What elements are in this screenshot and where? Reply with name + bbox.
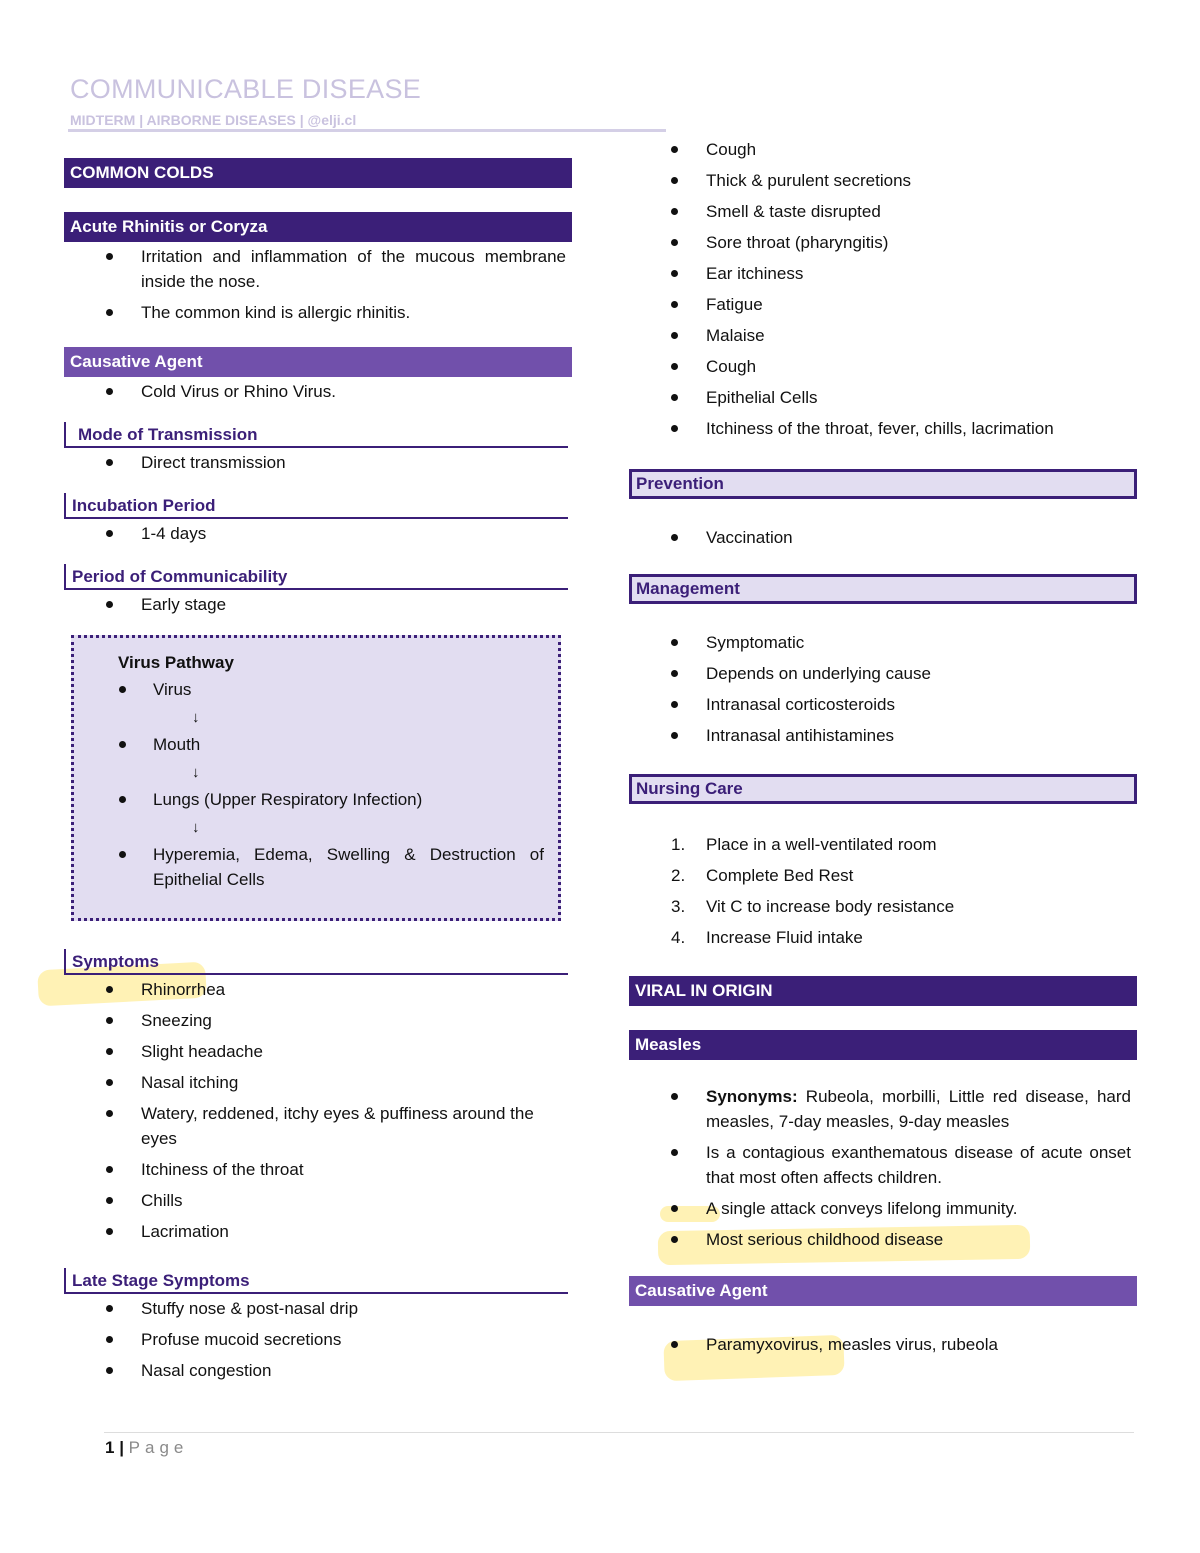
virus-pathway-box bbox=[71, 635, 561, 921]
bullet-icon bbox=[106, 1197, 113, 1204]
list-item: Paramyxovirus, measles virus, rubeola bbox=[629, 1330, 1137, 1361]
heading-nursing-care: Nursing Care bbox=[629, 774, 1137, 804]
bullet-icon bbox=[119, 851, 126, 858]
bullet-icon bbox=[671, 301, 678, 308]
list-item: Vaccination bbox=[629, 523, 1137, 554]
heading-measles: Measles bbox=[629, 1030, 1137, 1060]
heading-acute-rhinitis: Acute Rhinitis or Coryza bbox=[64, 212, 572, 242]
list-item: A single attack conveys lifelong immunity. bbox=[629, 1194, 1137, 1225]
list-item: Sneezing bbox=[64, 1006, 572, 1037]
list-item: Fatigue bbox=[629, 290, 1137, 321]
bullet-icon bbox=[106, 309, 113, 316]
footer-rule bbox=[104, 1432, 1134, 1433]
list-item: Itchiness of the throat, fever, chills, lacrimation bbox=[629, 414, 1137, 445]
left-column bbox=[64, 158, 572, 1387]
page-number: 1 bbox=[105, 1438, 115, 1457]
list-item: 1-4 days bbox=[64, 519, 572, 550]
list-item: Smell & taste disrupted bbox=[629, 197, 1137, 228]
list-item: Rhinorrhea bbox=[64, 975, 572, 1006]
down-arrow-icon: ↓ bbox=[192, 709, 200, 726]
list-item: 3. Vit C to increase body resistance bbox=[671, 897, 955, 916]
bullet-icon bbox=[106, 1367, 113, 1374]
symptoms-list bbox=[64, 975, 572, 1248]
right-column bbox=[629, 135, 1137, 1361]
bullet-icon bbox=[671, 208, 678, 215]
bullet-icon bbox=[119, 686, 126, 693]
list-item: Early stage bbox=[64, 590, 572, 621]
bullet-icon bbox=[671, 1236, 678, 1243]
heading-mode-of-transmission: Mode of Transmission bbox=[64, 422, 568, 448]
list-item: Depends on underlying cause bbox=[629, 659, 1137, 690]
list-item: The common kind is allergic rhinitis. bbox=[64, 298, 572, 329]
list-item: Intranasal antihistamines bbox=[629, 721, 1137, 752]
transmission-list bbox=[64, 448, 572, 479]
nursing-care-list bbox=[629, 830, 1137, 954]
list-item: Symptomatic bbox=[629, 628, 1137, 659]
bullet-icon bbox=[106, 1166, 113, 1173]
list-item: Cough bbox=[629, 352, 1137, 383]
list-item: 1. Place in a well-ventilated room bbox=[671, 835, 937, 854]
list-item: Direct transmission bbox=[64, 448, 572, 479]
bullet-icon bbox=[671, 670, 678, 677]
heading-prevention: Prevention bbox=[629, 469, 1137, 499]
bullet-icon bbox=[106, 459, 113, 466]
bullet-icon bbox=[671, 332, 678, 339]
virus-pathway-title: Virus Pathway bbox=[118, 653, 234, 672]
bullet-icon bbox=[119, 796, 126, 803]
title-rule bbox=[68, 129, 666, 132]
bullet-icon bbox=[671, 363, 678, 370]
pathway-list bbox=[74, 675, 550, 896]
bullet-icon bbox=[671, 1341, 678, 1348]
communicability-list bbox=[64, 590, 572, 621]
bullet-icon bbox=[106, 530, 113, 537]
bullet-icon bbox=[671, 425, 678, 432]
list-item: Is a contagious exanthematous disease of acute onset that most often affects children. bbox=[629, 1138, 1137, 1194]
down-arrow-icon: ↓ bbox=[192, 819, 200, 836]
heading-causative-agent: Causative Agent bbox=[64, 347, 572, 377]
list-item: Itchiness of the throat bbox=[64, 1155, 572, 1186]
list-item: Lacrimation bbox=[64, 1217, 572, 1248]
pathway-step: Hyperemia, Edema, Swelling & Destruction of Epithelial Cells bbox=[74, 840, 550, 896]
heading-late-stage-symptoms: Late Stage Symptoms bbox=[64, 1268, 568, 1294]
rhinitis-list bbox=[64, 242, 572, 329]
list-item: Profuse mucoid secretions bbox=[64, 1325, 572, 1356]
bullet-icon bbox=[671, 1149, 678, 1156]
list-item: Most serious childhood disease bbox=[629, 1225, 1137, 1256]
list-item: Epithelial Cells bbox=[629, 383, 1137, 414]
bullet-icon bbox=[671, 534, 678, 541]
bullet-icon bbox=[106, 1048, 113, 1055]
bullet-icon bbox=[106, 253, 113, 260]
bullet-icon bbox=[106, 1110, 113, 1117]
list-item: Stuffy nose & post-nasal drip bbox=[64, 1294, 572, 1325]
bullet-icon bbox=[106, 1017, 113, 1024]
bullet-icon bbox=[106, 1228, 113, 1235]
bullet-icon bbox=[106, 1305, 113, 1312]
bullet-icon bbox=[671, 1093, 678, 1100]
bullet-icon bbox=[106, 1336, 113, 1343]
bullet-icon bbox=[106, 986, 113, 993]
list-item: Nasal itching bbox=[64, 1068, 572, 1099]
management-list bbox=[629, 628, 1137, 752]
heading-measles-causative-agent: Causative Agent bbox=[629, 1276, 1137, 1306]
bullet-icon bbox=[671, 239, 678, 246]
bullet-icon bbox=[671, 270, 678, 277]
causative-list bbox=[64, 377, 572, 408]
page-footer bbox=[105, 1438, 188, 1458]
list-item: Synonyms: Rubeola, morbilli, Little red disease, hard measles, 7-day measles, 9-day measles bbox=[629, 1082, 1137, 1138]
measles-causative-list bbox=[629, 1330, 1137, 1361]
list-item: Nasal congestion bbox=[64, 1356, 572, 1387]
list-item: Intranasal corticosteroids bbox=[629, 690, 1137, 721]
list-item: Ear itchiness bbox=[629, 259, 1137, 290]
list-item: Slight headache bbox=[64, 1037, 572, 1068]
heading-viral-in-origin: VIRAL IN ORIGIN bbox=[629, 976, 1137, 1006]
bullet-icon bbox=[106, 1079, 113, 1086]
list-item: Thick & purulent secretions bbox=[629, 166, 1137, 197]
heading-common-colds: COMMON COLDS bbox=[64, 158, 572, 188]
list-item: 4. Increase Fluid intake bbox=[671, 928, 863, 947]
bullet-icon bbox=[671, 639, 678, 646]
page-subtitle: MIDTERM | AIRBORNE DISEASES | @elji.cl bbox=[70, 112, 357, 128]
pathway-step: Mouth bbox=[74, 730, 550, 761]
incubation-list bbox=[64, 519, 572, 550]
bullet-icon bbox=[106, 601, 113, 608]
late-stage-continued-list bbox=[629, 135, 1137, 445]
list-item: Irritation and inflammation of the mucous membrane inside the nose. bbox=[64, 242, 572, 298]
bullet-icon bbox=[671, 177, 678, 184]
bullet-icon bbox=[671, 732, 678, 739]
heading-incubation-period: Incubation Period bbox=[64, 493, 568, 519]
list-item: 2. Complete Bed Rest bbox=[671, 866, 854, 885]
bullet-icon bbox=[671, 1205, 678, 1212]
prevention-list bbox=[629, 523, 1137, 554]
pathway-step: Virus bbox=[74, 675, 550, 706]
footer-separator: | bbox=[114, 1438, 129, 1457]
heading-symptoms: Symptoms bbox=[64, 949, 568, 975]
list-item: Malaise bbox=[629, 321, 1137, 352]
list-item: Cold Virus or Rhino Virus. bbox=[64, 377, 572, 408]
bullet-icon bbox=[671, 146, 678, 153]
page-title: COMMUNICABLE DISEASE bbox=[70, 74, 422, 104]
pathway-step: Lungs (Upper Respiratory Infection) bbox=[74, 785, 550, 816]
heading-period-of-communicability: Period of Communicability bbox=[64, 564, 568, 590]
bullet-icon bbox=[119, 741, 126, 748]
list-item: Watery, reddened, itchy eyes & puffiness around the eyes bbox=[64, 1099, 572, 1155]
bullet-icon bbox=[671, 701, 678, 708]
bullet-icon bbox=[671, 394, 678, 401]
page-word: Page bbox=[128, 1438, 189, 1457]
late-stage-list bbox=[64, 1294, 572, 1387]
heading-management: Management bbox=[629, 574, 1137, 604]
list-item: Sore throat (pharyngitis) bbox=[629, 228, 1137, 259]
list-item: Chills bbox=[64, 1186, 572, 1217]
measles-list bbox=[629, 1082, 1137, 1256]
list-item: Cough bbox=[629, 135, 1137, 166]
bullet-icon bbox=[106, 388, 113, 395]
down-arrow-icon: ↓ bbox=[192, 764, 200, 781]
